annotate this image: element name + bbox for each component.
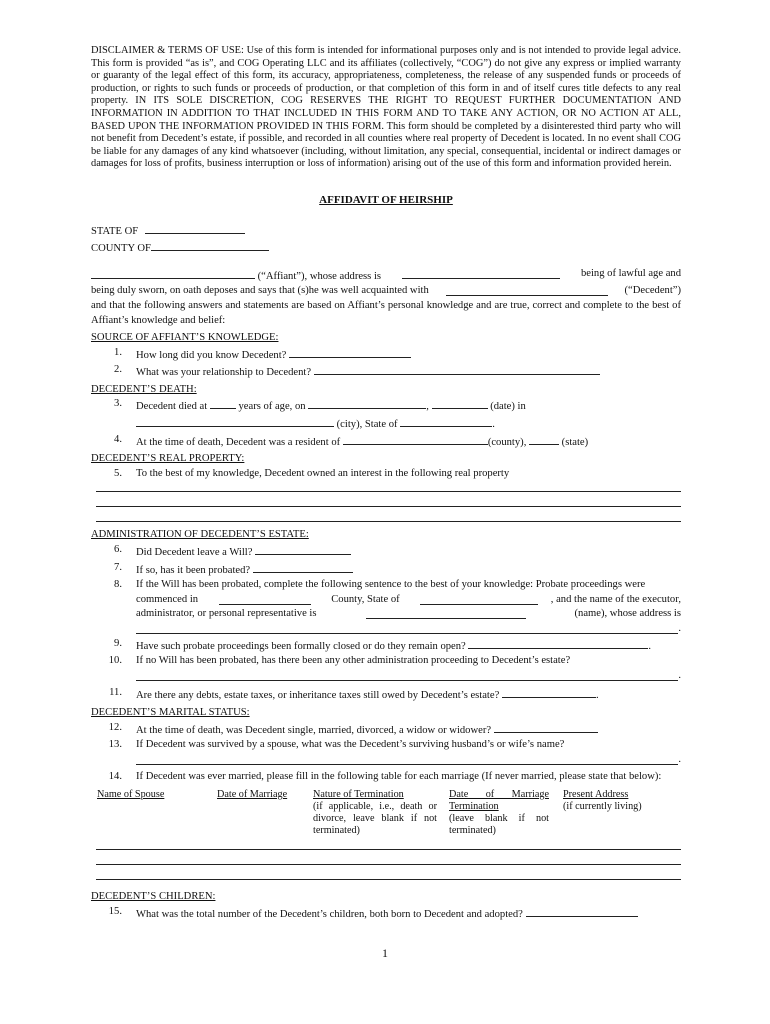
section-knowledge: SOURCE OF AFFIANT’S KNOWLEDGE: xyxy=(91,332,279,344)
q3-city-field[interactable] xyxy=(136,415,334,427)
q3-state-field[interactable] xyxy=(400,415,492,427)
question-10-line2: . xyxy=(91,669,681,684)
section-admin: ADMINISTRATION OF DECEDENT’S ESTATE: xyxy=(91,529,309,541)
state-field[interactable] xyxy=(145,222,245,234)
question-1: 1. How long did you know Decedent? xyxy=(91,346,681,364)
disclaimer-text: DISCLAIMER & TERMS OF USE: Use of this form is intended for informational purposes only and is not intended to provide legal advice. This form is provided “as is”, and COG Operating LLC and its affiliates (collectively, “COG”) do not give any express or implied warranty or guaranty of the legal effect of this form, its accuracy, appropriateness, completeness, the release of any suspended funds or proceeds of production, or rights to such funds or proceeds of production, or that completion of this form in and of itself cures title defects to any real property. IN ITS SOLE DISCRETION, COG RESERVES THE RIGHT TO REQUEST FURTHER DOCUMENTATION AND INFORMATION IN ADDITION TO THAT INCLUDED IN THIS FORM AND TO TAKE ANY ACTION, OR NO ACTION AT ALL, BASED UPON THE INFORMATION PROVIDED IN THIS FORM. This form should be completed by a disinterested third party who will not benefit from Decedent’s estate, if possible, and recorded in all counties where real property of Decedent is located. In no event shall COG be liable for any damages of any kind whatsoever (including, without limitation, any special, consequential, incidental or indirect damages or damages for loss of profits, business interruption or loss of information) arising out of the use of this form and information provided herein. xyxy=(91,45,681,170)
property-line-3[interactable] xyxy=(96,507,681,522)
intro-lawful-text: being of lawful age and xyxy=(580,267,681,279)
question-13-line2: . xyxy=(91,753,681,768)
question-14: 14. If Decedent was ever married, please fill in the following table for each marriage (If never married, please state that below): xyxy=(108,771,662,783)
q13-field[interactable] xyxy=(136,753,678,765)
page-number: 1 xyxy=(382,946,388,960)
q8-state-field[interactable] xyxy=(420,593,538,605)
q3-date-field[interactable] xyxy=(308,397,426,409)
q12-field[interactable] xyxy=(494,721,598,733)
question-3: 3. Decedent died at years of age, on , (date) in xyxy=(114,398,526,413)
question-15: 15. What was the total number of the Decedent’s children, both born to Decedent and adopted? xyxy=(91,905,681,923)
marriage-line-3[interactable] xyxy=(96,865,681,880)
question-13: 13. If Decedent was survived by a spouse, what was the Decedent’s surviving husband’s or wife’s name? xyxy=(108,739,565,751)
section-property: DECEDENT’S REAL PROPERTY: xyxy=(91,453,245,465)
q6-field[interactable] xyxy=(255,543,351,555)
question-9: 9. Have such probate proceedings been formally closed or do they remain open? . xyxy=(114,637,652,652)
intro-sworn-text: being duly sworn, on oath deposes and says that (s)he was well acquainted with xyxy=(91,285,429,297)
affidavit-form xyxy=(91,45,681,922)
state-label: STATE OF xyxy=(91,225,139,237)
document-title: AFFIDAVIT OF HEIRSHIP xyxy=(319,193,453,206)
question-11: 11. Are there any debts, estate taxes, or inheritance taxes still owed by Decedent’s estate? . xyxy=(109,687,599,702)
marriage-table-header xyxy=(91,789,681,839)
q4-state-field[interactable] xyxy=(529,433,559,445)
question-8-line2: commenced in County, State of , and the name of the executor, xyxy=(136,593,681,605)
question-3-cont: (city), State of . xyxy=(91,415,681,433)
question-12: 12. At the time of death, was Decedent single, married, divorced, a widow or widower? xyxy=(91,721,681,739)
intro-decedent-text: (“Decedent”) xyxy=(624,285,681,297)
intro-paragraph xyxy=(91,267,681,328)
col-nature-of-termination: Nature of Termination (if applicable, i.e., death or divorce, leave blank if not terminated) xyxy=(313,788,437,836)
q11-field[interactable] xyxy=(502,686,596,698)
section-death: DECEDENT’S DEATH: xyxy=(91,383,197,395)
venue-block xyxy=(91,222,681,257)
col-date-of-termination: Date of Marriage Termination (leave blank if not terminated) xyxy=(449,788,549,836)
q2-field[interactable] xyxy=(314,363,600,375)
q4-county-field[interactable] xyxy=(343,433,488,445)
section-children: DECEDENT’S CHILDREN: xyxy=(91,890,216,902)
property-line-2[interactable] xyxy=(96,492,681,507)
county-field[interactable] xyxy=(151,239,269,251)
affiant-name-field[interactable] xyxy=(91,267,255,279)
question-4: 4. At the time of death, Decedent was a resident of (county), (state) xyxy=(114,433,589,448)
decedent-name-field[interactable] xyxy=(446,284,608,296)
marriage-line-1[interactable] xyxy=(96,839,681,850)
marriage-line-2[interactable] xyxy=(96,850,681,865)
q3-year-field[interactable] xyxy=(432,397,488,409)
section-marital: DECEDENT’S MARITAL STATUS: xyxy=(91,706,250,718)
county-label: COUNTY OF xyxy=(91,243,151,255)
col-date-of-marriage: Date of Marriage xyxy=(217,788,288,800)
q1-field[interactable] xyxy=(289,346,411,358)
question-5: 5. To the best of my knowledge, Decedent owned an interest in the following real property xyxy=(114,467,510,479)
question-7: 7. If so, has it been probated? xyxy=(91,561,681,579)
q8-executor-field[interactable] xyxy=(366,607,526,619)
col-name-of-spouse: Name of Spouse xyxy=(97,788,165,800)
q9-field[interactable] xyxy=(468,637,648,649)
intro-rest-text: and that the following answers and statements are based on Affiant’s personal knowledge and are true, correct and complete to the best of Affiant’s knowledge and belief: xyxy=(91,299,681,326)
question-8: 8. If the Will has been probated, complete the following sentence to the best of your knowledge: Probate proceedings were xyxy=(114,579,646,591)
q8-address-field[interactable] xyxy=(136,622,678,634)
affiant-address-field[interactable] xyxy=(402,267,560,279)
q10-field[interactable] xyxy=(136,669,678,681)
question-10: 10. If no Will has been probated, has there been any other administration proceeding to Decedent’s estate? xyxy=(108,655,571,667)
col-present-address: Present Address (if currently living) xyxy=(563,788,642,812)
q8-county-field[interactable] xyxy=(219,593,311,605)
question-2: 2. What was your relationship to Decedent? xyxy=(91,363,681,381)
q3-age-field[interactable] xyxy=(210,397,236,409)
q15-field[interactable] xyxy=(526,905,638,917)
property-line-1[interactable] xyxy=(96,481,681,492)
question-8-line4: . xyxy=(91,622,681,637)
intro-affiant-text: (“Affiant”), whose address is xyxy=(257,270,382,282)
q7-field[interactable] xyxy=(253,561,353,573)
question-6: 6. Did Decedent leave a Will? xyxy=(91,543,681,561)
question-8-line3: administrator, or personal representative is (name), whose address is xyxy=(136,608,681,620)
